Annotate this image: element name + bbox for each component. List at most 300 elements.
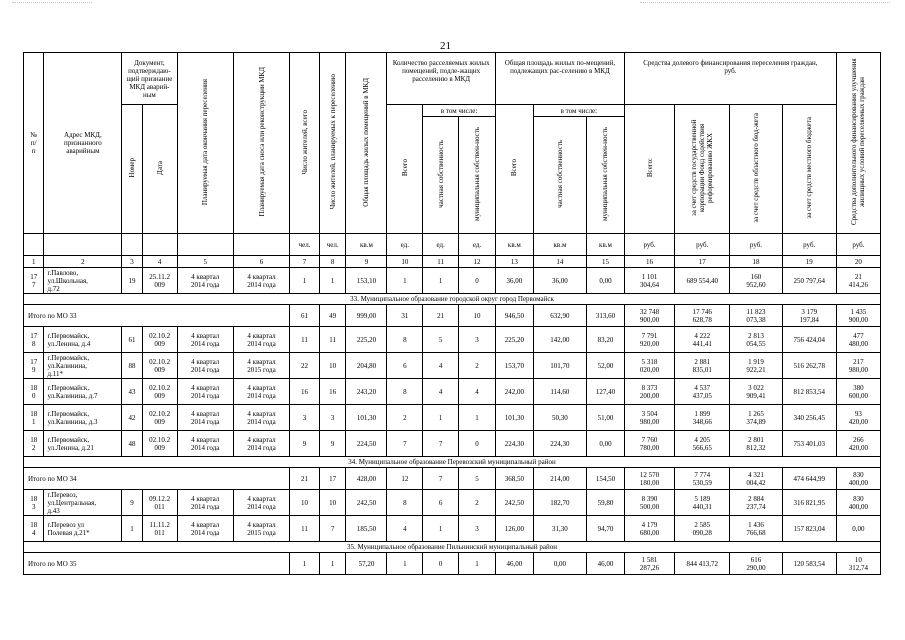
address-cell: г.Перевоз ул Полевая д.21* xyxy=(44,516,122,542)
table-cell: 830 400,00 xyxy=(836,490,880,516)
header-fund-total-cell xyxy=(624,105,674,234)
header-area-municipal-cell xyxy=(587,117,625,234)
table-cell: 224,30 xyxy=(533,431,586,457)
table-cell: 18 2 xyxy=(24,431,44,457)
table-cell: 1 xyxy=(387,268,423,294)
header-residents-planned: Число жителей, планируемых к переселению xyxy=(328,74,337,210)
table-cell: 18 1 xyxy=(24,405,44,431)
header-total-area: Общая площадь жилых помещений в МКД xyxy=(362,77,371,207)
table-cell: 7 760 780,00 xyxy=(624,431,674,457)
total-cell: 21 xyxy=(290,468,320,490)
total-cell: 1 435 900,00 xyxy=(836,305,880,327)
table-cell: 101,30 xyxy=(495,405,533,431)
table-cell: 516 262,78 xyxy=(782,353,836,379)
table-cell: 1 xyxy=(290,268,320,294)
table-cell: 4 квартал 2014 года xyxy=(177,379,233,405)
table-cell: 4 179 680,00 xyxy=(624,516,674,542)
header-area-private-cell xyxy=(533,117,586,234)
unit-cell: ед. xyxy=(423,234,459,256)
header-fund-total: Всего: xyxy=(645,158,654,178)
header-total-area-cell xyxy=(346,53,387,234)
unit-cell: руб. xyxy=(836,234,880,256)
table-cell: 1 xyxy=(319,268,346,294)
total-cell: 1 xyxy=(459,553,496,575)
total-cell: 11 823 073,38 xyxy=(730,305,782,327)
total-cell: 0 xyxy=(423,553,459,575)
table-cell: 3 xyxy=(459,516,496,542)
unit-cell: кв.м xyxy=(533,234,586,256)
table-cell: 02.10.2 009 xyxy=(142,353,177,379)
table-cell: 242,00 xyxy=(495,379,533,405)
table-cell: 17 9 xyxy=(24,353,44,379)
header-document: Документ, подтверждаю- щий признание МКД аварий- ным xyxy=(122,53,177,105)
header-extra-funding: Средства дополнительного финансирования улучшения жилищных условий переселяемых граждан xyxy=(850,58,867,226)
header-rooms-municipal-cell xyxy=(459,117,496,234)
total-cell: 474 644,99 xyxy=(782,468,836,490)
table-cell: 4 205 566,65 xyxy=(675,431,730,457)
unit-cell: чел. xyxy=(319,234,346,256)
table-cell: 3 022 909,41 xyxy=(730,379,782,405)
table-cell: 142,00 xyxy=(533,327,586,353)
column-number-cell: 5 xyxy=(177,256,233,268)
table-row xyxy=(24,379,881,405)
header-area-including: в том числе: xyxy=(533,105,624,117)
table-cell: 4 xyxy=(387,516,423,542)
address-cell: г.Павлово, ул.Школьная, д.72 xyxy=(44,268,122,294)
total-cell: 32 748 900,00 xyxy=(624,305,674,327)
table-cell: 7 791 920,00 xyxy=(624,327,674,353)
total-cell: 10 xyxy=(459,305,496,327)
table-cell: 217 980,00 xyxy=(836,353,880,379)
header-planned-demolition-cell xyxy=(233,53,289,234)
address-cell: г.Первомайск, ул.Ленина, д.21 xyxy=(44,431,122,457)
column-number-cell: 6 xyxy=(233,256,289,268)
table-cell: 18 3 xyxy=(24,490,44,516)
table-cell: 4 квартал 2014 года xyxy=(233,405,289,431)
table-cell: 2 881 835,01 xyxy=(675,353,730,379)
column-number-cell: 15 xyxy=(587,256,625,268)
table-cell: 4 квартал 2014 года xyxy=(177,516,233,542)
unit-cell-blank xyxy=(142,234,177,256)
table-cell: 4 квартал 2015 года xyxy=(233,516,289,542)
table-row xyxy=(24,490,881,516)
column-number-cell: 18 xyxy=(730,256,782,268)
table-cell: 101,30 xyxy=(346,405,387,431)
total-cell: 616 290,00 xyxy=(730,553,782,575)
table-cell: 17 8 xyxy=(24,327,44,353)
section-title: 34. Муниципальное образование Перевозский муниципальный район xyxy=(24,457,881,468)
table-cell: 09.12.2 011 xyxy=(142,490,177,516)
table-cell: 31,30 xyxy=(533,516,586,542)
table-cell: 126,00 xyxy=(495,516,533,542)
table-cell: 160 952,60 xyxy=(730,268,782,294)
column-number-cell: 3 xyxy=(122,256,142,268)
table-cell: 477 480,00 xyxy=(836,327,880,353)
column-number-cell: 9 xyxy=(346,256,387,268)
header-planned-end: Планируемая дата окончания переселения xyxy=(201,78,210,206)
table-cell: 02.10.2 009 xyxy=(142,431,177,457)
table-cell: 4 xyxy=(423,379,459,405)
table-cell: 153,70 xyxy=(495,353,533,379)
header-extra-funding-cell xyxy=(836,53,880,234)
table-cell: 1 xyxy=(122,516,142,542)
table-cell: 185,50 xyxy=(346,516,387,542)
table-cell: 0,00 xyxy=(587,431,625,457)
total-cell: 0,00 xyxy=(533,553,586,575)
table-cell: 153,10 xyxy=(346,268,387,294)
total-cell: 61 xyxy=(290,305,320,327)
table-row xyxy=(24,268,881,294)
address-cell: г.Первомайск, ул.Калинина, д.7 xyxy=(44,379,122,405)
table-cell: 0,00 xyxy=(587,268,625,294)
table-cell: 4 квартал 2014 года xyxy=(177,431,233,457)
table-cell: 3 xyxy=(290,405,320,431)
address-cell: г.Первомайск, ул.Калинина, д.11* xyxy=(44,353,122,379)
header-doc-number: Номер xyxy=(128,158,137,178)
table-cell: 7 xyxy=(387,431,423,457)
table-cell: 42 xyxy=(122,405,142,431)
section-row xyxy=(24,294,881,305)
address-cell: г.Первомайск, ул.Ленина, д.4 xyxy=(44,327,122,353)
table-cell: 50,30 xyxy=(533,405,586,431)
table-cell: 2 xyxy=(459,353,496,379)
table-cell: 3 xyxy=(459,327,496,353)
table-cell: 224,30 xyxy=(495,431,533,457)
table-cell: 93 420,00 xyxy=(836,405,880,431)
table-cell: 5 189 440,31 xyxy=(675,490,730,516)
total-cell: 49 xyxy=(319,305,346,327)
table-cell: 11 xyxy=(290,327,320,353)
table-cell: 21 414,26 xyxy=(836,268,880,294)
header-residents-total-cell xyxy=(290,53,320,234)
section-title: 35. Муниципальное образование Пильнинский муниципальный район xyxy=(24,542,881,553)
table-cell: 101,70 xyxy=(533,353,586,379)
table-cell: 6 xyxy=(387,353,423,379)
table-cell: 1 265 374,89 xyxy=(730,405,782,431)
total-cell: 214,00 xyxy=(533,468,586,490)
header-rooms-total: Всего xyxy=(400,159,409,177)
table-cell: 204,80 xyxy=(346,353,387,379)
table-cell: 16 xyxy=(319,379,346,405)
header-fund-local-cell xyxy=(782,105,836,234)
header-fund-regional: за счет средств областного бюд-жета xyxy=(751,113,760,223)
table-cell: 11 xyxy=(319,327,346,353)
table-cell: 4 квартал 2014 года xyxy=(233,268,289,294)
table-cell: 16 xyxy=(290,379,320,405)
column-number-cell: 11 xyxy=(423,256,459,268)
column-number-cell: 14 xyxy=(533,256,586,268)
table-cell: 61 xyxy=(122,327,142,353)
table-cell: 5 xyxy=(423,327,459,353)
total-label: Итого по МО 34 xyxy=(24,468,290,490)
unit-cell: кв.м xyxy=(346,234,387,256)
address-cell: г.Перевоз, ул.Центральная, д.43 xyxy=(44,490,122,516)
total-cell: 4 321 004,42 xyxy=(730,468,782,490)
total-cell: 1 xyxy=(319,553,346,575)
header-rooms-count: Количество расселяемых жилых помещений, подле-жащих расселению в МКД xyxy=(387,53,496,105)
table-cell: 225,20 xyxy=(495,327,533,353)
total-cell: 3 179 197,84 xyxy=(782,305,836,327)
table-cell: 316 821,95 xyxy=(782,490,836,516)
total-cell: 313,60 xyxy=(587,305,625,327)
table-cell: 4 квартал 2014 года xyxy=(233,379,289,405)
scan-mark-right xyxy=(640,2,890,4)
column-number-cell: 19 xyxy=(782,256,836,268)
table-cell: 4 квартал 2015 года xyxy=(233,353,289,379)
unit-cell: чел. xyxy=(290,234,320,256)
table-cell: 4 xyxy=(459,379,496,405)
table-cell: 0,00 xyxy=(836,516,880,542)
total-cell: 10 312,74 xyxy=(836,553,880,575)
table-cell: 25.11.2 009 xyxy=(142,268,177,294)
table-cell: 9 xyxy=(319,431,346,457)
column-number-cell: 13 xyxy=(495,256,533,268)
unit-cell: кв.м xyxy=(495,234,533,256)
table-cell: 19 xyxy=(122,268,142,294)
section-row xyxy=(24,457,881,468)
table-cell: 1 101 304,64 xyxy=(624,268,674,294)
total-cell: 368,50 xyxy=(495,468,533,490)
header-area-private: частная собственность xyxy=(555,140,564,208)
table-cell: 8 xyxy=(387,327,423,353)
header-rooms-including: в том числе: xyxy=(423,105,496,117)
header-num: № п/ п xyxy=(24,53,44,234)
table-cell: 52,00 xyxy=(587,353,625,379)
table-cell: 22 xyxy=(290,353,320,379)
table-cell: 1 899 348,66 xyxy=(675,405,730,431)
table-cell: 756 424,04 xyxy=(782,327,836,353)
table-cell: 1 xyxy=(423,405,459,431)
total-cell: 12 570 180,00 xyxy=(624,468,674,490)
table-cell: 380 600,00 xyxy=(836,379,880,405)
header-doc-date: Дата xyxy=(155,161,164,175)
header-rooms-private-cell xyxy=(423,117,459,234)
column-number-cell: 20 xyxy=(836,256,880,268)
table-cell: 83,20 xyxy=(587,327,625,353)
table-cell: 4 квартал 2014 года xyxy=(177,353,233,379)
table-cell: 266 420,00 xyxy=(836,431,880,457)
table-cell: 6 xyxy=(423,490,459,516)
table-cell: 02.10.2 009 xyxy=(142,327,177,353)
column-numbers-row xyxy=(24,256,881,268)
table-row xyxy=(24,431,881,457)
header-planned-demolition: Планируемая дата сноса или реконструкции МКД xyxy=(257,67,266,217)
section-row xyxy=(24,542,881,553)
total-cell: 844 413,72 xyxy=(675,553,730,575)
table-cell: 157 823,04 xyxy=(782,516,836,542)
total-cell: 46,00 xyxy=(495,553,533,575)
total-cell: 1 xyxy=(290,553,320,575)
header-area-total: Всего xyxy=(510,159,519,177)
total-label: Итого по МО 33 xyxy=(24,305,290,327)
header-residents-total: Число жителей, всего xyxy=(300,109,309,175)
table-cell: 114,60 xyxy=(533,379,586,405)
header-doc-number-cell xyxy=(122,105,142,234)
total-cell: 830 400,00 xyxy=(836,468,880,490)
total-cell: 31 xyxy=(387,305,423,327)
section-title: 33. Муниципальное образование городской округ город Первомайск xyxy=(24,294,881,305)
table-cell: 812 853,54 xyxy=(782,379,836,405)
table-cell: 4 xyxy=(423,353,459,379)
table-cell: 7 xyxy=(319,516,346,542)
header-rooms-total-cell xyxy=(387,105,423,234)
table-cell: 689 554,40 xyxy=(675,268,730,294)
total-cell: 946,50 xyxy=(495,305,533,327)
table-cell: 10 xyxy=(319,353,346,379)
unit-cell: руб. xyxy=(782,234,836,256)
header-fund-regional-cell xyxy=(730,105,782,234)
table-cell: 4 квартал 2014 года xyxy=(177,405,233,431)
unit-cell: ед. xyxy=(459,234,496,256)
table-cell: 8 xyxy=(387,490,423,516)
header-address: Адрес МКД, признанного аварийным xyxy=(44,53,122,234)
table-cell: 4 квартал 2014 года xyxy=(233,431,289,457)
unit-cell: кв.м xyxy=(587,234,625,256)
total-cell: 21 xyxy=(423,305,459,327)
table-cell: 18 4 xyxy=(24,516,44,542)
table-row xyxy=(24,405,881,431)
table-cell: 10 xyxy=(290,490,320,516)
column-number-cell: 12 xyxy=(459,256,496,268)
table-cell: 2 xyxy=(387,405,423,431)
header-area-to-resettle: Общая площадь жилых по-мещений, подлежащих рас-селению в МКД xyxy=(495,53,624,105)
table-cell: 5 318 020,00 xyxy=(624,353,674,379)
table-cell: 1 xyxy=(423,516,459,542)
table-cell: 4 квартал 2014 года xyxy=(177,490,233,516)
total-cell: 7 774 530,59 xyxy=(675,468,730,490)
table-cell: 11 xyxy=(290,516,320,542)
table-cell: 3 xyxy=(319,405,346,431)
table-cell: 340 256,45 xyxy=(782,405,836,431)
table-cell: 4 222 441,41 xyxy=(675,327,730,353)
column-number-cell: 16 xyxy=(624,256,674,268)
table-cell: 7 xyxy=(423,431,459,457)
unit-cell-blank xyxy=(122,234,142,256)
total-cell: 17 746 628,78 xyxy=(675,305,730,327)
total-cell: 17 xyxy=(319,468,346,490)
header-doc-date-cell xyxy=(142,105,177,234)
table-cell: 224,50 xyxy=(346,431,387,457)
table-row xyxy=(24,516,881,542)
header-fund-local: за счет средств местного бюджета xyxy=(805,117,814,219)
table-cell: 36,00 xyxy=(495,268,533,294)
unit-cell: ед. xyxy=(387,234,423,256)
resettlement-table xyxy=(23,52,881,575)
header-area-municipal: муниципальная собствен-ность xyxy=(601,127,610,221)
table-cell: 4 537 437,05 xyxy=(675,379,730,405)
table-body xyxy=(24,53,881,575)
table-cell: 51,00 xyxy=(587,405,625,431)
address-cell: г.Первомайск, ул.Калинина, д.3 xyxy=(44,405,122,431)
table-cell: 18 0 xyxy=(24,379,44,405)
header-area-total-cell xyxy=(495,105,533,234)
table-cell: 243,20 xyxy=(346,379,387,405)
table-cell: 8 373 200,00 xyxy=(624,379,674,405)
column-number-cell: 10 xyxy=(387,256,423,268)
table-cell: 9 xyxy=(122,490,142,516)
table-cell: 2 585 090,28 xyxy=(675,516,730,542)
header-funding: Средства долевого финансирования переселения граждан, руб. xyxy=(624,53,836,105)
table-cell: 43 xyxy=(122,379,142,405)
unit-cell-blank xyxy=(44,234,122,256)
table-cell: 10 xyxy=(319,490,346,516)
table-cell: 4 квартал 2014 года xyxy=(177,327,233,353)
total-cell: 120 583,54 xyxy=(782,553,836,575)
column-number-cell: 1 xyxy=(24,256,44,268)
table-cell: 8 390 500,00 xyxy=(624,490,674,516)
column-number-cell: 4 xyxy=(142,256,177,268)
table-cell: 59,80 xyxy=(587,490,625,516)
header-rooms-municipal: муниципальная собствен-ность xyxy=(473,127,481,221)
total-cell: 1 xyxy=(387,553,423,575)
table-cell: 250 797,64 xyxy=(782,268,836,294)
table-cell: 1 xyxy=(459,405,496,431)
table-cell: 1 xyxy=(423,268,459,294)
table-cell: 242,50 xyxy=(346,490,387,516)
table-cell: 2 813 054,55 xyxy=(730,327,782,353)
page-number: 21 xyxy=(440,40,451,52)
table-cell: 127,40 xyxy=(587,379,625,405)
table-cell: 11.11.2 011 xyxy=(142,516,177,542)
table-cell: 242,50 xyxy=(495,490,533,516)
header-fund-federal-cell xyxy=(675,105,730,234)
table-row xyxy=(24,353,881,379)
total-cell: 1 581 287,26 xyxy=(624,553,674,575)
unit-cell: руб. xyxy=(675,234,730,256)
table-cell: 1 436 766,68 xyxy=(730,516,782,542)
table-cell: 3 504 980,00 xyxy=(624,405,674,431)
table-cell: 88 xyxy=(122,353,142,379)
column-number-cell: 17 xyxy=(675,256,730,268)
table-cell: 36,00 xyxy=(533,268,586,294)
table-row xyxy=(24,327,881,353)
table-cell: 0 xyxy=(459,268,496,294)
total-row xyxy=(24,553,881,575)
total-cell: 7 xyxy=(423,468,459,490)
table-cell: 182,70 xyxy=(533,490,586,516)
table-cell: 4 квартал 2014 года xyxy=(177,268,233,294)
total-cell: 5 xyxy=(459,468,496,490)
table-cell: 753 401,03 xyxy=(782,431,836,457)
column-number-cell: 7 xyxy=(290,256,320,268)
header-residents-planned-cell xyxy=(319,53,346,234)
table-cell: 94,70 xyxy=(587,516,625,542)
total-label: Итого по МО 35 xyxy=(24,553,290,575)
unit-cell: руб. xyxy=(730,234,782,256)
unit-cell-blank xyxy=(177,234,233,256)
unit-cell-blank xyxy=(24,234,44,256)
unit-cell-blank xyxy=(233,234,289,256)
table-cell: 17 7 xyxy=(24,268,44,294)
table-cell: 0 xyxy=(459,431,496,457)
table-cell: 48 xyxy=(122,431,142,457)
total-cell: 632,90 xyxy=(533,305,586,327)
header-rooms-private: частная собственность xyxy=(436,140,445,208)
unit-cell: руб. xyxy=(624,234,674,256)
scan-mark-left xyxy=(12,2,92,4)
table-cell: 4 квартал 2014 года xyxy=(233,490,289,516)
table-cell: 8 xyxy=(387,379,423,405)
total-row xyxy=(24,468,881,490)
table-cell: 2 xyxy=(459,490,496,516)
total-cell: 428,00 xyxy=(346,468,387,490)
table-cell: 02.10.2 009 xyxy=(142,405,177,431)
table-cell: 4 квартал 2014 года xyxy=(233,327,289,353)
total-cell: 57,20 xyxy=(346,553,387,575)
units-row xyxy=(24,234,881,256)
total-cell: 12 xyxy=(387,468,423,490)
total-cell: 999,00 xyxy=(346,305,387,327)
